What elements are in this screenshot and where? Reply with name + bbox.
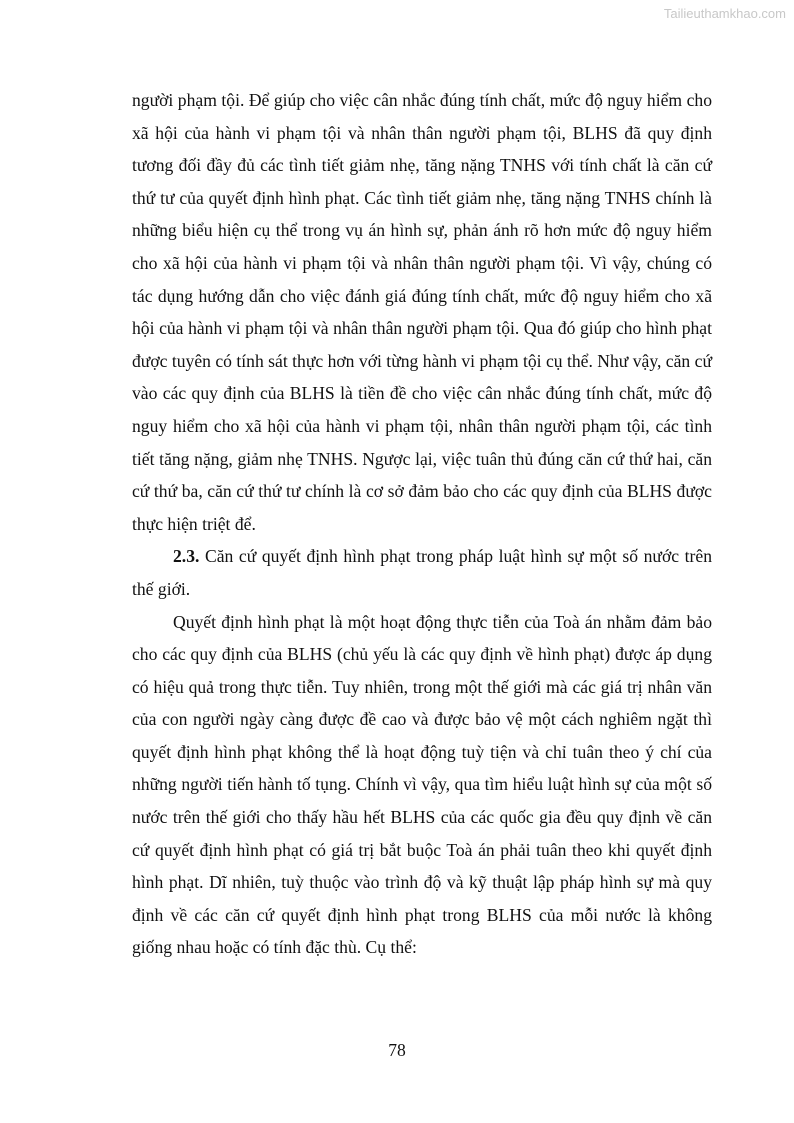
paragraph: Quyết định hình phạt là một hoạt động thực tiễn của Toà án nhằm đảm bảo cho các quy định của BLHS (chủ yếu là các quy định về hình phạt) được áp dụng có hiệu quả trong thực tiễn. Tuy nhiên, trong một thế giới mà các giá trị nhân văn của con người ngày càng được đề cao và được bảo vệ một cách nghiêm ngặt thì quyết định hình phạt không thể là hoạt động tuỳ tiện và chỉ tuân theo ý chí của những người tiến hành tố tụng. Chính vì vậy, qua tìm hiểu luật hình sự của một số nước trên thế giới cho thấy hầu hết BLHS của các quốc gia đều quy định về căn cứ quyết định hình phạt có giá trị bắt buộc Toà án phải tuân theo khi quyết định hình phạt. Dĩ nhiên, tuỳ thuộc vào trình độ và kỹ thuật lập pháp hình sự mà quy định về các căn cứ quyết định hình phạt trong BLHS của mỗi nước là không giống nhau hoặc có tính đặc thù. Cụ thể: <box>132 611 712 958</box>
watermark: Tailieuthamkhao.com <box>663 6 786 21</box>
paragraph-continuation: người phạm tội. Để giúp cho việc cân nhắc đúng tính chất, mức độ nguy hiểm cho xã hội của hành vi phạm tội và nhân thân người phạm tội, BLHS đã quy định tương đối đầy đủ các tình tiết giảm nhẹ, tăng nặng TNHS với tính chất là căn cứ thứ tư của quyết định hình phạt. Các tình tiết giảm nhẹ, tăng nặng TNHS chính là những biểu hiện cụ thể trong vụ án hình sự, phản ánh rõ hơn mức độ nguy hiểm cho xã hội của hành vi phạm tội và nhân thân người phạm tội. Vì vậy, chúng có tác dụng hướng dẫn cho việc đánh giá đúng tính chất, mức độ nguy hiểm cho xã hội của hành vi phạm tội và nhân thân người phạm tội. Qua đó giúp cho hình phạt được tuyên có tính sát thực hơn với từng hành vi phạm tội cụ thể. Như vậy, căn cứ vào các quy định của BLHS là tiền đề cho việc cân nhắc đúng tính chất, mức độ nguy hiểm cho xã hội của hành vi phạm tội, nhân thân người phạm tội, các tình tiết tăng nặng, giảm nhẹ TNHS. Ngược lại, việc tuân thủ đúng căn cứ thứ hai, căn cứ thứ ba, căn cứ thứ tư chính là cơ sở đảm bảo cho các quy định của BLHS được thực hiện triệt để. <box>132 90 712 534</box>
document-body <box>132 84 712 964</box>
section-title: Căn cứ quyết định hình phạt trong pháp luật hình sự một số nước trên thế giới. <box>132 546 712 599</box>
page-number: 78 <box>388 1040 406 1060</box>
section-number: 2.3. <box>173 546 200 567</box>
section-heading <box>132 540 712 605</box>
